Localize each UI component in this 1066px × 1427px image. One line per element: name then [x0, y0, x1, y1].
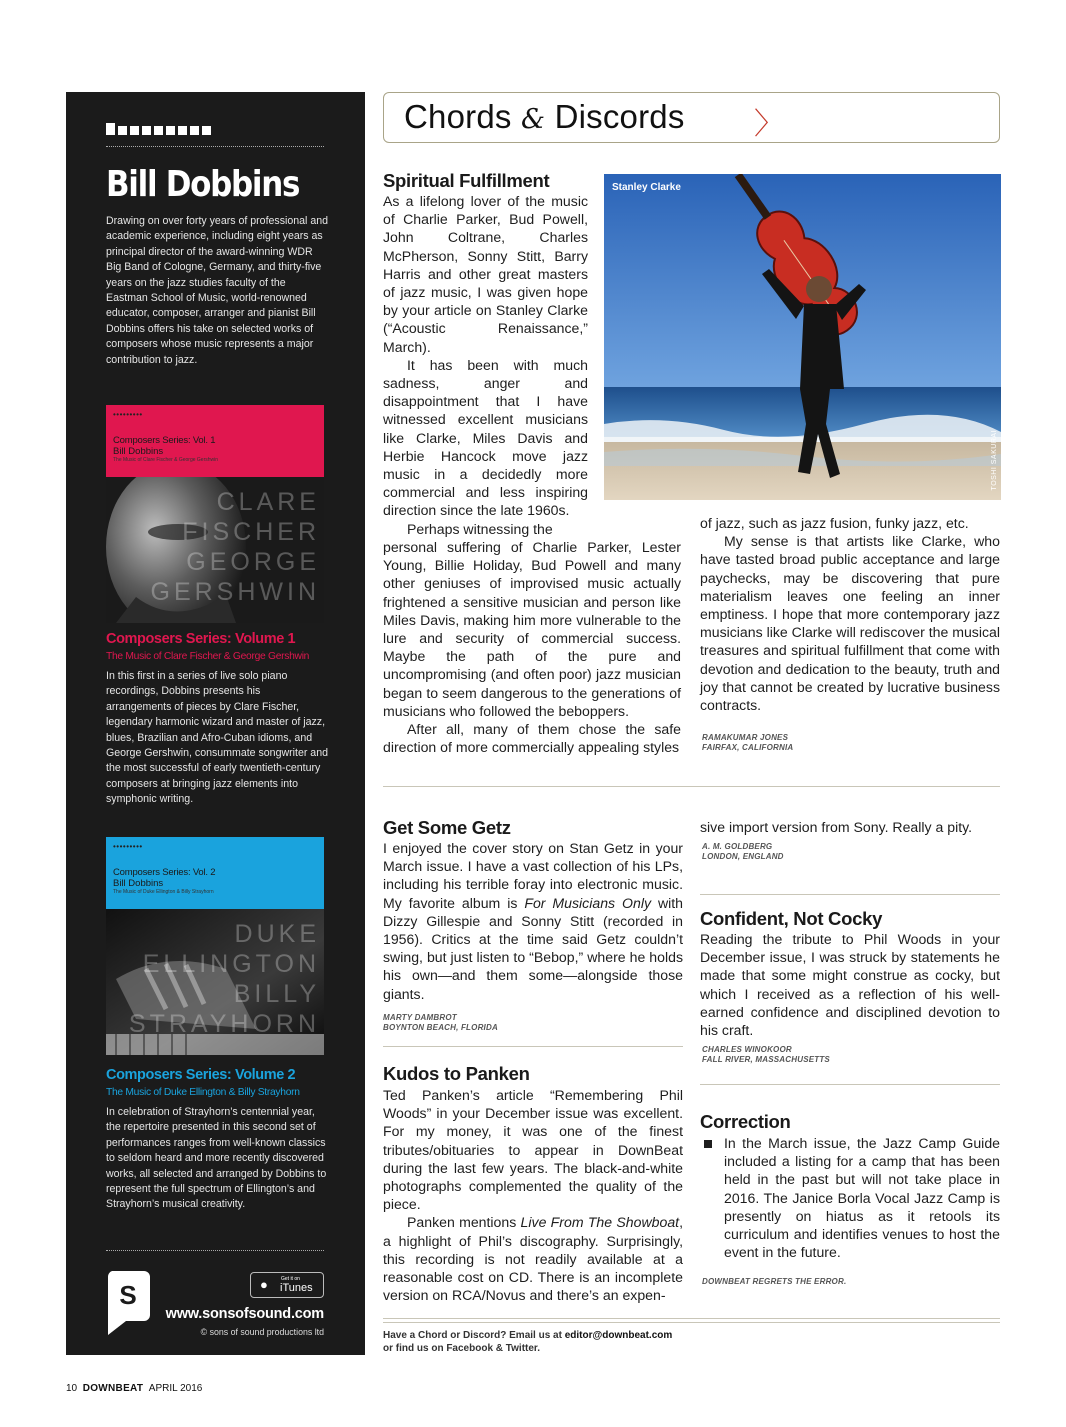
letter-body-spiritual-col2: of jazz, such as jazz fusion, funky jazz, etc. My sense is that artists like Clarke, who have tasted broad public acceptance and large paychecks, may be discovering that pure materialism leaves one feeling an inner emptiness. I hope that more contemporary jazz musicians like Clarke will rediscover the musical treasures and spiritual fulfillment that come with devotion and dedication to the beauty, truth and joy that cannot be created by lucrative business contracts. — [700, 515, 1000, 714]
cover-dots: ••••••••• — [113, 842, 143, 851]
magazine-name: DOWNBEAT — [82, 1383, 144, 1394]
letter-heading-getz: Get Some Getz — [383, 817, 511, 838]
footer-note: Have a Chord or Discord? Email us at editor@downbeat.com or find us on Facebook & Twitter. — [383, 1330, 673, 1354]
letter-body-confident: Reading the tribute to Phil Woods in your December issue, I was struck by statements he made that some might construe as cocky, but which I received as a reflection of his well-earned confidence and disciplined devotion to his craft. — [700, 931, 1000, 1039]
cover-subtitle-label: The Music of Duke Ellington & Billy Strayhorn — [113, 889, 214, 895]
volume-2-title: Composers Series: Volume 2 — [106, 1067, 296, 1083]
section-header — [383, 92, 1000, 143]
cover-artist-label: Bill Dobbins — [113, 446, 164, 457]
apple-icon: ● — [260, 1277, 268, 1292]
square-bullet-icon — [704, 1140, 712, 1148]
letter-divider — [700, 1084, 1000, 1085]
section-title: Chords & Discords — [404, 98, 685, 135]
page-number: 10 — [66, 1383, 78, 1394]
volume-1-description: In this first in a series of live solo piano recordings, Dobbins presents his arrangements of pieces by Clare Fischer, legendary harmonic wizard and master of jazz, blues, Brazilian and Afro-Cuban idioms, and George Gershwin, consummate songwriter and the most successful of early twentieth-century composers at bringing jazz elements into symphonic writing. — [106, 670, 328, 806]
ad-divider — [106, 1250, 324, 1251]
sons-of-sound-ad — [66, 92, 365, 1355]
cover-overlay-text: CLARE FISCHER GEORGE GERSHWIN — [150, 488, 320, 606]
cover-photo-pianist — [106, 477, 324, 623]
letter-divider — [700, 894, 1000, 895]
cover-band — [106, 405, 324, 477]
sons-of-sound-logo-icon — [106, 1271, 150, 1335]
section-divider — [383, 786, 1000, 787]
letter-signature-confident: CHARLES WINOKOOR FALL RIVER, MASSACHUSETTS — [702, 1045, 830, 1064]
volume-1-title: Composers Series: Volume 1 — [106, 631, 296, 647]
letter-heading-spiritual: Spiritual Fulfillment — [383, 170, 550, 191]
letter-body-panken: Ted Panken’s article “Remembering Phil Woods” in your December issue was excellent. For my money, it was one of the finest tributes/obituaries to appear in DownBeat during the last few years. The black-and-white photographs complemented the quality of the piece. Panken mentions Live From The Showboat, a highlight of Phil’s discography. Surprisingly, this recording is not readily available at a reasonable cost on CD. There is an incomplete version on RCA/Novus and there’s an expen- — [383, 1087, 683, 1304]
album-cover-vol-1[interactable] — [106, 405, 324, 623]
issue-date: APRIL 2016 — [148, 1383, 203, 1394]
letter-heading-panken: Kudos to Panken — [383, 1063, 530, 1084]
correction-signature: DOWNBEAT REGRETS THE ERROR. — [702, 1277, 847, 1286]
footer-divider — [383, 1318, 1000, 1323]
ad-divider — [106, 146, 324, 147]
itunes-label: iTunes — [280, 1282, 313, 1294]
cover-series-label: Composers Series: Vol. 2 — [113, 867, 216, 878]
ad-website-link[interactable]: www.sonsofsound.com — [165, 1306, 324, 1322]
volume-2-subtitle: The Music of Duke Ellington & Billy Strayhorn — [106, 1087, 300, 1098]
cover-artist-label: Bill Dobbins — [113, 878, 164, 889]
cover-band — [106, 837, 324, 909]
photo-credit: TOSHI SAKURAI — [991, 429, 998, 490]
letter-divider — [383, 1046, 683, 1047]
ad-copyright: © sons of sound productions ltd — [200, 1327, 324, 1337]
cover-overlay-text: DUKE ELLINGTON BILLY STRAYHORN — [128, 920, 320, 1038]
correction-heading: Correction — [700, 1111, 791, 1132]
cover-dots: ••••••••• — [113, 410, 143, 419]
letter-heading-confident: Confident, Not Cocky — [700, 908, 883, 929]
svg-text:S: S — [119, 1280, 137, 1310]
ad-intro-text: Drawing on over forty years of professional and academic experience, including eight years as principal director of the award-winning WDR Big Band of Cologne, Germany, and thirty-five years on the jazz studies faculty of the Eastman School of Music, world-renowned educator, composer, arranger and pianist Bill Dobbins offers his take on selected works of composers whose music represents a major contribution to jazz. — [106, 215, 328, 366]
album-cover-vol-2[interactable] — [106, 837, 324, 1055]
letter-signature-getz: MARTY DAMBROT BOYNTON BEACH, FLORIDA — [383, 1013, 498, 1032]
cover-series-label: Composers Series: Vol. 1 — [113, 435, 216, 446]
page-folio — [66, 1383, 202, 1394]
letter-signature-panken: A. M. GOLDBERG LONDON, ENGLAND — [702, 842, 784, 861]
itunes-badge[interactable] — [250, 1272, 324, 1298]
letter-body-spiritual-cont: personal suffering of Charlie Parker, Lester Young, Billie Holiday, Bud Powell and many other geniuses of improvised music actually frightened a sensitive musician and person like Miles Davis, making him more vulnerable to the lure and security of commercial success. Maybe the path of the pure and uncompromising (and often poor) jazz musician began to seem dangerous to the generations of musicians who followed the beboppers. After all, many of them chose the safe direction of more commercially appealing styles — [383, 539, 681, 756]
stanley-clarke-photo — [604, 174, 1001, 500]
dots-logo-icon — [106, 117, 226, 129]
email-link[interactable]: editor@downbeat.com — [564, 1330, 673, 1341]
letter-body-spiritual: As a lifelong lover of the music of Charlie Parker, Bud Powell, John Coltrane, Charles McPherson, Sonny Stitt, Barry Harris and other great masters of jazz music, I was given hope by your article on Stanley Clarke (“Acoustic Renaissance,” March). It has been with much sadness, anger and disappointment that I have witnessed excellent musicians like Clarke, Miles Davis and Herbie Hancock move jazz music in a decidedly more commercial and less inspiring direction since the late 1960s. Perhaps witnessing the — [383, 193, 588, 537]
photo-caption: Stanley Clarke — [612, 182, 681, 193]
letter-body-panken-cont: sive import version from Sony. Really a pity. — [700, 819, 973, 835]
cover-photo-piano-hands — [106, 909, 324, 1055]
cover-subtitle-label: The Music of Clare Fischer & George Gershwin — [113, 457, 219, 463]
letter-body-getz: I enjoyed the cover story on Stan Getz in your March issue. I have a vast collection of his LPs, including his terrible foray into electronic music. My favorite album is For Musicians Only with Dizzy Gillespie and Sonny Stitt (recorded in 1956). Critics at the time said Getz couldn’t swing, but just listen to “Bebop,” where he holds his own—and them some—alongside those giants. — [383, 840, 684, 1002]
correction-list — [700, 1134, 1000, 1261]
chevron-right-icon: 〉 — [754, 107, 784, 142]
correction-item: In the March issue, the Jazz Camp Guide included a listing for a camp that has been held in the past but will not take place in 2016. The Janice Borla Vocal Jazz Camp is presently on hiatus as it retools its curriculum and identifies venues to host the event in the future. — [724, 1135, 1000, 1261]
volume-2-description: In celebration of Strayhorn’s centennial year, the repertoire presented in this second set of performances ranges from well-known classics to seldom heard and more recently discovered works, all selected and arranged by Dobbins to represent the full spectrum of Ellington’s and Strayhorn’s musical creativity. — [106, 1106, 327, 1211]
ad-artist-name: Bill Dobbins — [106, 164, 300, 205]
volume-1-subtitle: The Music of Clare Fischer & George Gershwin — [106, 651, 310, 662]
letter-signature-spiritual: RAMAKUMAR JONES FAIRFAX, CALIFORNIA — [702, 733, 794, 752]
itunes-small-label: Get it on — [281, 1276, 300, 1282]
